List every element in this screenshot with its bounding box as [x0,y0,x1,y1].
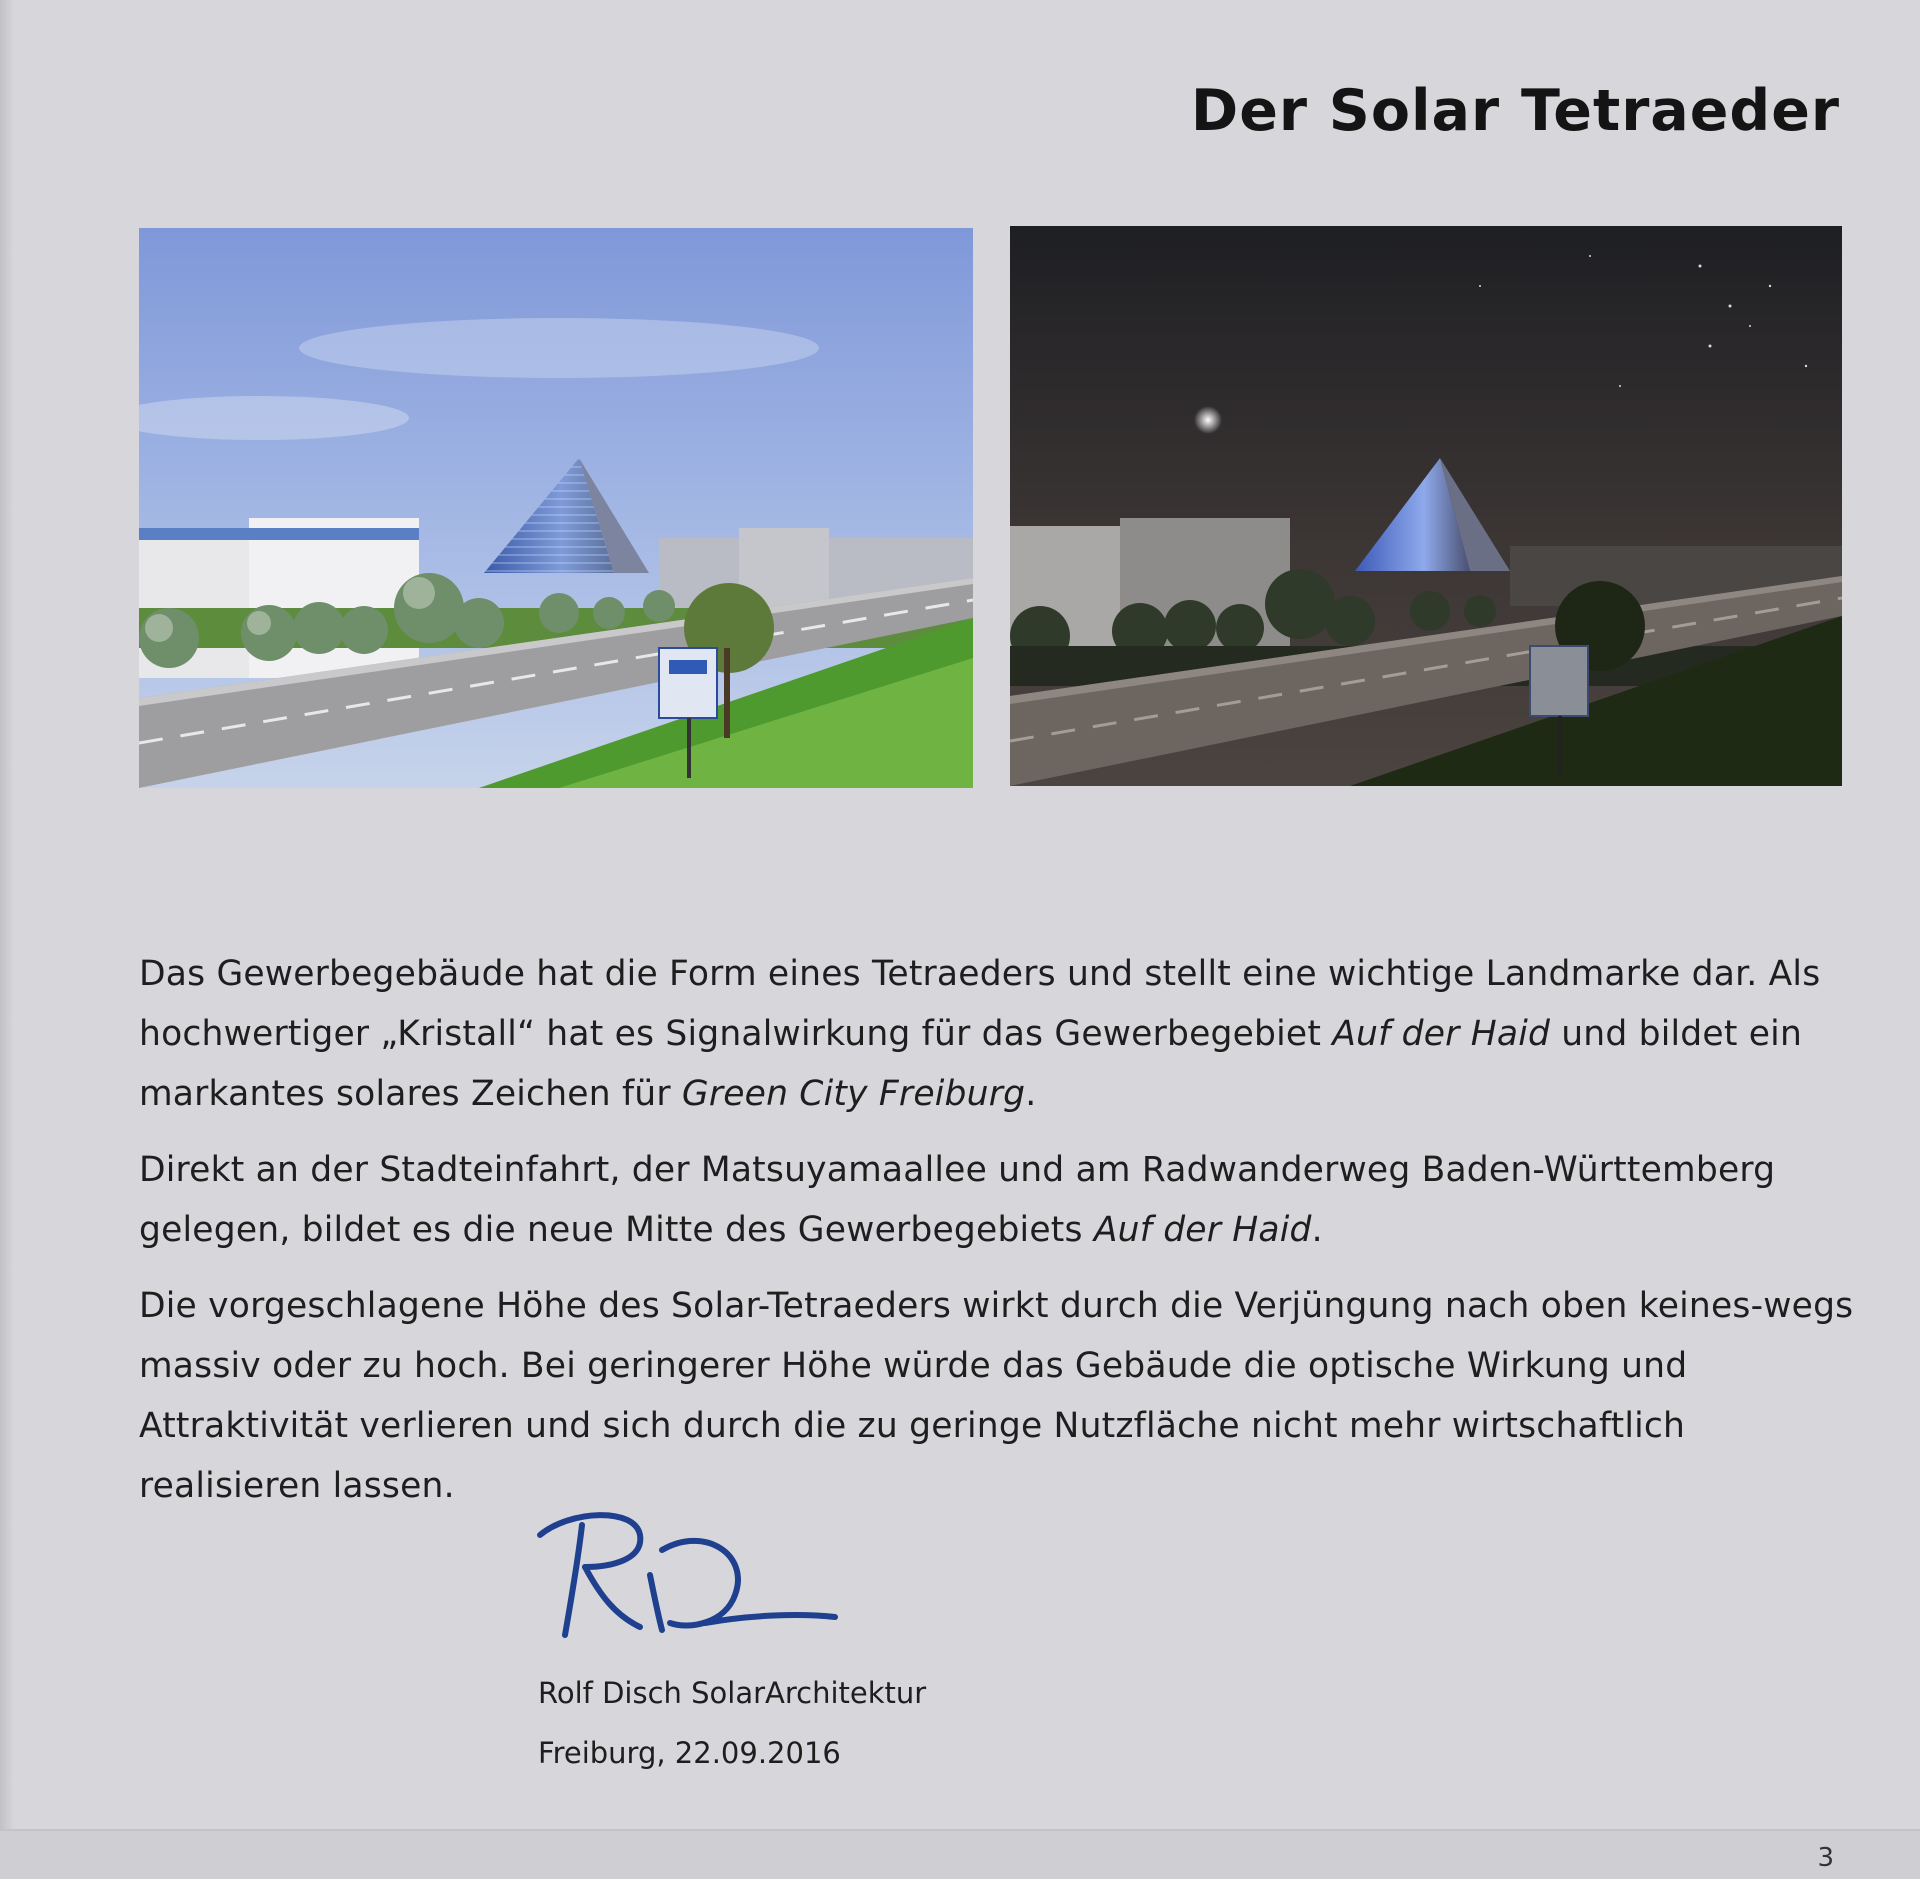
page-bottom-edge [0,1829,1920,1879]
italic-text-run: Auf der Haid [1093,1210,1312,1250]
text-run: Das Gewerbegebäude hat die Form eines Tetraeders und stellt eine wichtige Landmarke dar. Als hochwertiger „Kristall“ hat es Signalwirkung für das Gewerbegebiet [139,954,1821,1054]
place-date-line: Freiburg, 22.09.2016 [538,1736,841,1770]
text-run: Die vorgeschlagene Höhe des Solar-Tetraeders wirkt durch die Verjüngung nach oben keines-wegs massiv oder zu hoch. Bei geringerer Höhe würde das Gebäude die optische Wirkung und Attraktivität verlieren und sich durch die zu geringe Nutzfläche nicht mehr wirtschaftlich realisieren lassen. [139,1286,1854,1506]
text-run: Direkt an der Stadteinfahrt, der Matsuyamaallee und am Radwanderweg Baden-Württemberg gelegen, bildet es die neue Mitte des Gewerbegebiets [139,1150,1776,1250]
text-run: . [1311,1210,1323,1250]
author-line: Rolf Disch SolarArchitektur [538,1676,927,1710]
paragraph-2 [139,1140,1859,1260]
handwritten-signature [530,1505,850,1645]
paragraph-1 [139,944,1859,1124]
page-edge [0,0,14,1879]
text-run: . [1025,1074,1037,1114]
italic-text-run: Auf der Haid [1332,1014,1551,1054]
page-number: 3 [1817,1843,1834,1873]
day-rendering-image [139,228,973,788]
night-rendering-image [1010,226,1842,786]
body-text [139,944,1859,1532]
sign-off-block [538,1663,926,1783]
italic-text-run: Green City Freiburg [681,1074,1026,1114]
paragraph-3 [139,1276,1859,1516]
page-title: Der Solar Tetraeder [1190,78,1840,144]
text-run: und bildet ein markantes solares Zeichen für [139,1014,1803,1114]
